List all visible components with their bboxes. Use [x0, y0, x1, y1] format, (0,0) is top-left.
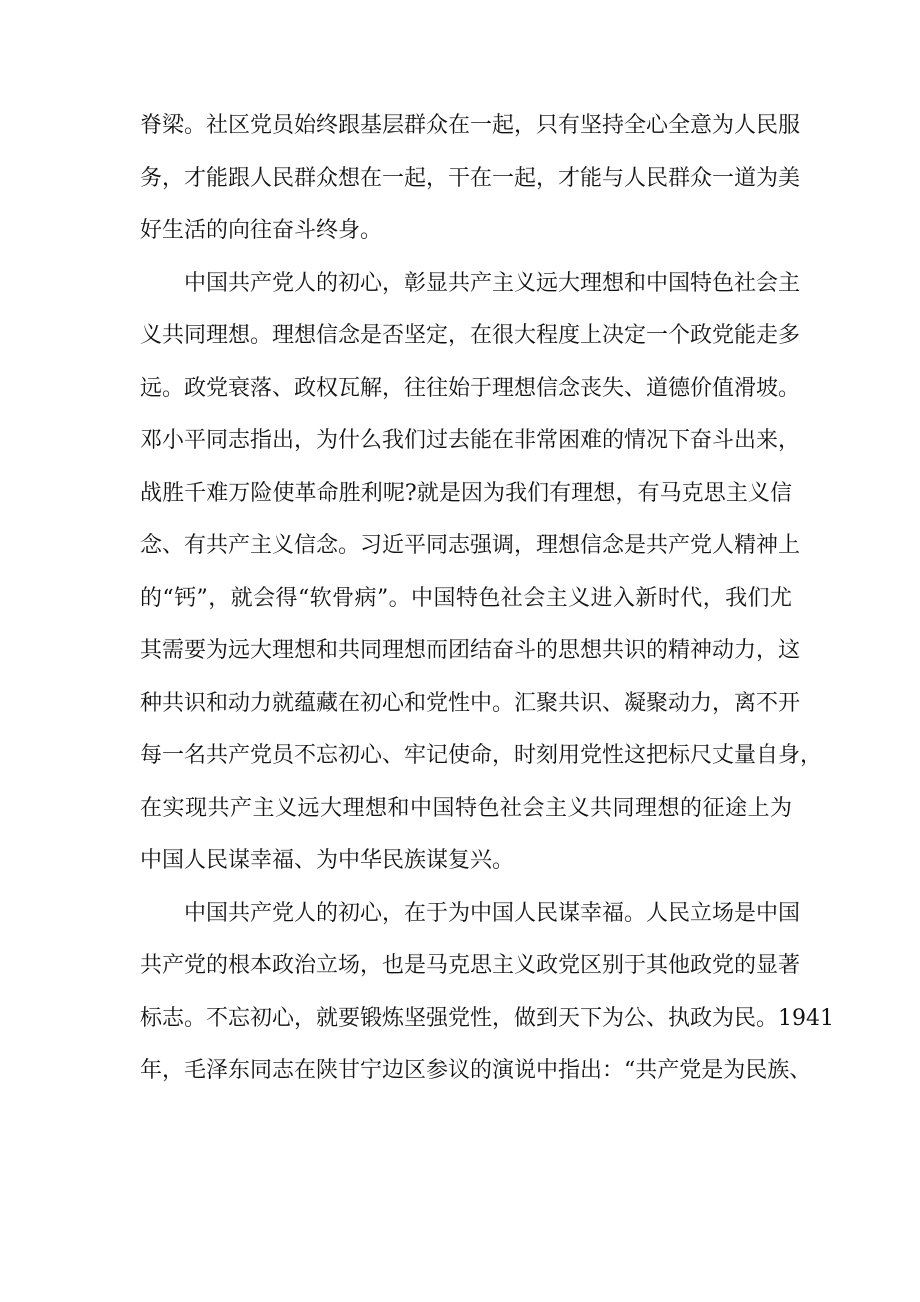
text-line: 中国共产党人的初心，在于为中国人民谋幸福。人民立场是中国	[184, 900, 801, 926]
text-line: 种共识和动力就蕴藏在初心和党性中。汇聚共识、凝聚动力，离不开	[140, 690, 801, 716]
text-line: 标志。不忘初心，就要锻炼坚强党性，做到天下为公、执政为民。1941	[140, 1005, 834, 1031]
text-line: 远。政党衰落、政权瓦解，往往始于理想信念丧失、道德价值滑坡。	[140, 375, 801, 401]
text-line: 务，才能跟人民群众想在一起，干在一起，才能与人民群众一道为美	[140, 165, 801, 191]
text-line: 义共同理想。理想信念是否坚定，在很大程度上决定一个政党能走多	[140, 323, 801, 348]
text-line: 其需要为远大理想和共同理想而团结奋斗的思想共识的精神动力，这	[140, 638, 801, 663]
text-line: 每一名共产党员不忘初心、牢记使命，时刻用党性这把标尺丈量自身，	[140, 743, 823, 768]
text-line: 中国人民谋幸福、为中华民族谋复兴。	[140, 848, 515, 873]
text-line: 脊梁。社区党员始终跟基层群众在一起，只有坚持全心全意为人民服	[140, 113, 801, 138]
body-text	[140, 100, 834, 1098]
text-line: 好生活的向往奋斗终身。	[140, 218, 383, 243]
text-line: 在实现共产主义远大理想和中国特色社会主义共同理想的征途上为	[140, 795, 792, 821]
text-line: 邓小平同志指出，为什么我们过去能在非常困难的情况下奋斗出来，	[140, 428, 801, 453]
text-line: 念、有共产主义信念。习近平同志强调，理想信念是共产党人精神上	[140, 533, 801, 558]
text-line: 中国共产党人的初心，彰显共产主义远大理想和中国特色社会主	[184, 270, 801, 296]
text-line: 战胜千难万险使革命胜利呢?就是因为我们有理想，有马克思主义信	[140, 480, 792, 506]
text-line: 年，毛泽东同志在陕甘宁边区参议的演说中指出：“共产党是为民族、	[140, 1058, 812, 1083]
text-line: 共产党的根本政治立场，也是马克思主义政党区别于其他政党的显著	[140, 953, 801, 978]
text-line: 的“钙”，就会得“软骨病”。中国特色社会主义进入新时代，我们尤	[140, 585, 792, 611]
